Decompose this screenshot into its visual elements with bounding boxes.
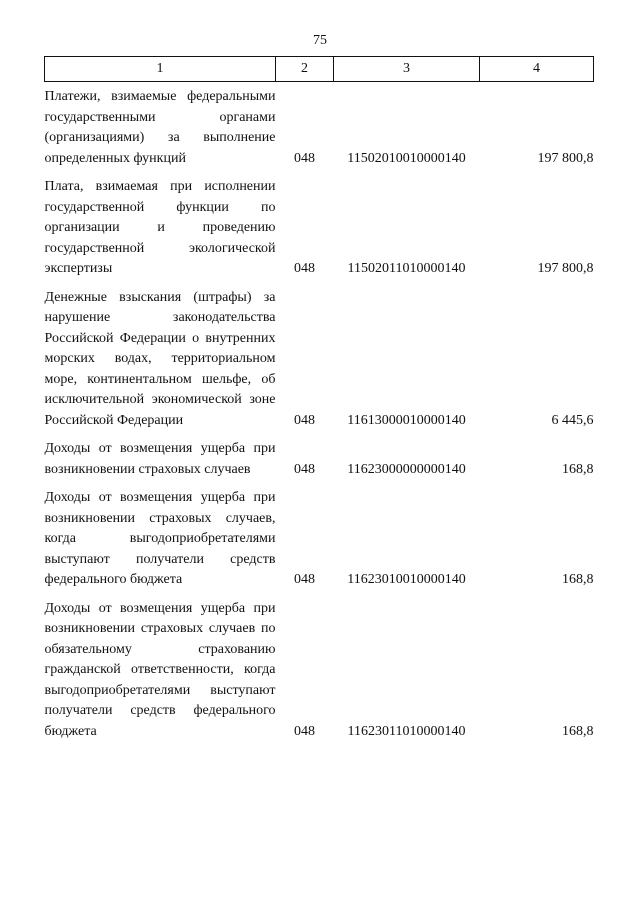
- row-amount: 6 445,6: [551, 412, 594, 428]
- row-kbk-code: 11623010010000140: [347, 572, 466, 587]
- row-admin-code: 048: [294, 412, 315, 428]
- row-kbk-code: 11623011010000140: [347, 723, 466, 739]
- header-row: [45, 57, 594, 82]
- row-admin-code: 048: [294, 572, 315, 587]
- column-header-4: 4: [480, 57, 594, 82]
- budget-revenue-table: [44, 56, 594, 742]
- table-row: [45, 480, 594, 591]
- row-admin-code: 048: [294, 261, 315, 276]
- row-description: Денежные взыскания (штрафы) за нарушение законодательства Российской Федерации о внутренних морских водах, территориальном море, континентальном шельфе, об исключительной экономической зоне Российской Федерации: [44, 289, 276, 428]
- table-header: [45, 57, 594, 82]
- row-amount: 197 800,8: [537, 261, 594, 276]
- row-amount: 168,8: [562, 723, 594, 739]
- row-description: Доходы от возмещения ущерба при возникновении страховых случаев, когда выгодоприобретателями выступают получатели средств федерального бюджета: [44, 490, 276, 587]
- row-admin-code: 048: [294, 461, 315, 477]
- table-body: [45, 82, 594, 743]
- table-row: [45, 82, 594, 170]
- column-header-2: 2: [276, 57, 334, 82]
- table-row: [45, 431, 594, 480]
- table-row: [45, 169, 594, 280]
- column-header-3: 3: [334, 57, 480, 82]
- row-kbk-code: 11502011010000140: [347, 261, 466, 276]
- page-number: 75: [313, 33, 327, 48]
- row-description: Доходы от возмещения ущерба при возникновении страховых случаев по обязательному страхованию гражданской ответственности, когда выгодоприобретателями выступают получатели средств федерального бюджета: [44, 600, 276, 739]
- row-kbk-code: 11623000000000140: [347, 461, 466, 477]
- row-description: Плата, взимаемая при исполнении государственной функции по организации и проведению государственной экологической экспертизы: [44, 179, 276, 276]
- column-header-1: 1: [45, 57, 276, 82]
- table-row: [45, 591, 594, 743]
- row-amount: 197 800,8: [537, 150, 594, 166]
- row-admin-code: 048: [294, 723, 315, 739]
- row-kbk-code: 11613000010000140: [347, 412, 466, 428]
- table-row: [45, 280, 594, 432]
- row-description: Платежи, взимаемые федеральными государственными органами (организациями) за выполнение определенных функций: [44, 89, 276, 166]
- row-kbk-code: 11502010010000140: [347, 150, 466, 166]
- row-amount: 168,8: [562, 572, 594, 587]
- row-amount: 168,8: [562, 461, 594, 477]
- row-admin-code: 048: [294, 150, 315, 166]
- row-description: Доходы от возмещения ущерба при возникновении страховых случаев: [44, 441, 276, 477]
